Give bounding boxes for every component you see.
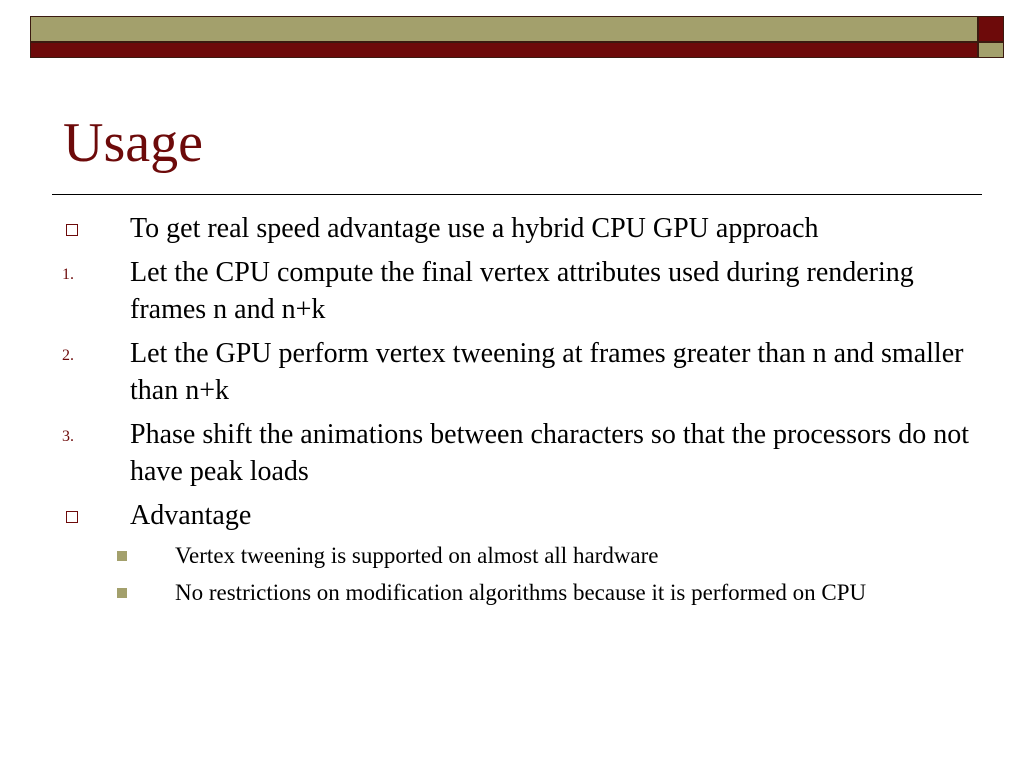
bullet-item bbox=[60, 210, 970, 247]
title-divider bbox=[52, 194, 982, 195]
numbered-item-text: Let the CPU compute the final vertex attributes used during rendering frames n and n+k bbox=[130, 257, 914, 325]
item-number: 2. bbox=[62, 347, 74, 364]
item-number: 1. bbox=[62, 266, 74, 283]
decor-corner-olive bbox=[978, 42, 1004, 58]
numbered-item-text: Let the GPU perform vertex tweening at frames greater than n and smaller than n+k bbox=[130, 338, 964, 406]
sub-bullet-item bbox=[60, 541, 970, 571]
numbered-item bbox=[60, 254, 970, 328]
slide-title: Usage bbox=[63, 112, 203, 174]
sub-bullet-item bbox=[60, 578, 970, 608]
bullet-text: To get real speed advantage use a hybrid CPU GPU approach bbox=[130, 213, 819, 244]
decor-olive-bar bbox=[30, 16, 978, 42]
numbered-item-text: Phase shift the animations between characters so that the processors do not have peak loads bbox=[130, 419, 969, 487]
decor-corner-maroon bbox=[978, 16, 1004, 42]
numbered-item bbox=[60, 335, 970, 409]
sub-bullet-text: Vertex tweening is supported on almost all hardware bbox=[175, 543, 659, 568]
hollow-square-bullet-icon bbox=[66, 511, 78, 523]
item-number: 3. bbox=[62, 428, 74, 445]
decor-maroon-bar bbox=[30, 42, 978, 58]
sub-bullet-text: No restrictions on modification algorithms because it is performed on CPU bbox=[175, 580, 867, 605]
hollow-square-bullet-icon bbox=[66, 224, 78, 236]
slide-body bbox=[60, 210, 970, 615]
filled-square-bullet-icon bbox=[117, 588, 127, 598]
filled-square-bullet-icon bbox=[117, 551, 127, 561]
bullet-item bbox=[60, 497, 970, 534]
bullet-text: Advantage bbox=[130, 500, 252, 531]
numbered-item bbox=[60, 416, 970, 490]
top-decor-band bbox=[30, 16, 978, 58]
